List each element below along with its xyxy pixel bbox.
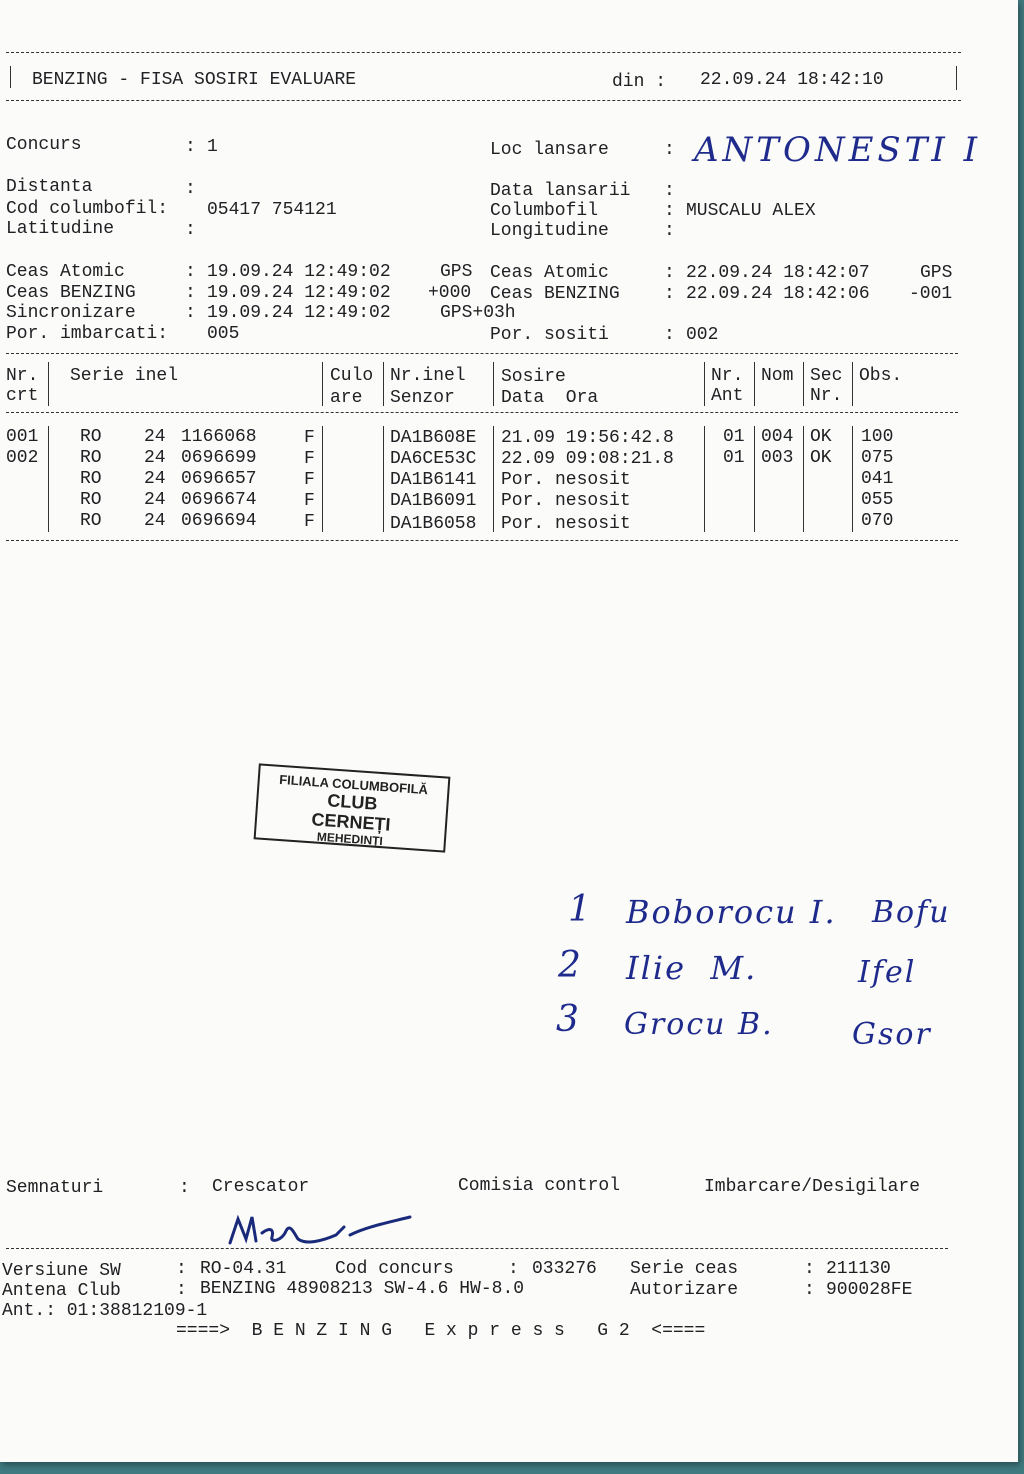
cell-nr: 001 — [6, 427, 39, 447]
stamp-line-2: CLUB — [326, 790, 379, 814]
imbarcare-label: Imbarcare/Desigilare — [704, 1177, 921, 1197]
th-nrinel-2: Senzor — [390, 388, 455, 408]
col-sep — [803, 426, 804, 532]
colon: : — [664, 325, 675, 345]
cell-ant: 01 — [723, 427, 745, 447]
stamp-line-3: CERNEȚI — [310, 809, 392, 835]
cell-senzor: DA6CE53C — [390, 449, 477, 469]
loc-lansare-label: Loc lansare — [490, 140, 609, 160]
antena-value: BENZING 48908213 SW-4.6 HW-8.0 — [200, 1279, 525, 1299]
cell-obs: 055 — [861, 490, 894, 510]
versiune-label: Versiune SW — [2, 1261, 121, 1281]
col-sep — [493, 362, 494, 406]
clock-right-1-label: Ceas BENZING — [490, 284, 620, 304]
cell-obs: 041 — [861, 469, 894, 489]
colon: : — [185, 220, 196, 240]
th-nr-2: crt — [6, 386, 39, 406]
cell-senzor: DA1B608E — [390, 428, 477, 448]
th-obs: Obs. — [859, 366, 903, 386]
concurs-label: Concurs — [6, 135, 82, 155]
table-bottom-rule — [6, 540, 958, 541]
table-header-rule — [6, 412, 958, 413]
cell-sosire: Por. nesosit — [501, 491, 631, 511]
clock-left-1-label: Ceas BENZING — [6, 283, 136, 303]
cell-sosire: 21.09 19:56:42.8 — [501, 428, 674, 448]
cell-obs: 070 — [861, 511, 894, 531]
hand-name-3: Grocu B. — [624, 1007, 774, 1042]
header-left-bar — [10, 66, 11, 88]
report-datetime: 22.09.24 18:42:10 — [700, 70, 884, 90]
hand-num-3: 3 — [556, 999, 581, 1040]
clock-left-2-value: 19.09.24 12:49:02 — [207, 303, 391, 323]
colon: : — [664, 140, 675, 160]
concurs-value: 1 — [207, 137, 218, 157]
cell-sosire: Por. nesosit — [501, 514, 631, 534]
cell-ring: 0696657 — [181, 469, 257, 489]
stamp-line-4: MEHEDINȚI — [316, 829, 384, 849]
th-sec-1: Sec — [810, 366, 843, 386]
cell-sosire: Por. nesosit — [501, 470, 631, 490]
table-top-rule — [6, 353, 958, 354]
hand-num-1: 1 — [568, 889, 593, 930]
col-sep — [493, 426, 494, 532]
columbofil-label: Columbofil — [490, 201, 599, 221]
cell-nom: 003 — [761, 448, 794, 468]
colon: : — [804, 1259, 815, 1279]
header-right-bar — [956, 66, 957, 90]
clock-left-0-suffix: GPS — [440, 262, 473, 282]
serie-ceas-value: 211130 — [826, 1259, 891, 1279]
clock-right-0-suffix: GPS — [920, 263, 953, 283]
cell-ring: 0696674 — [181, 490, 257, 510]
clock-right-1-value: 22.09.24 18:42:06 — [686, 284, 870, 304]
colon: : — [176, 1280, 187, 1300]
cell-ring: 0696699 — [181, 448, 257, 468]
th-culoare-2: are — [330, 388, 363, 408]
brand-line: ====> B E N Z I N G E x p r e s s G 2 <==== — [176, 1321, 706, 1341]
cell-senzor: DA1B6091 — [390, 491, 477, 511]
sositi-label: Por. sositi — [490, 325, 609, 345]
cell-sec: OK — [810, 448, 832, 468]
cell-country: RO — [80, 427, 102, 447]
report-title: BENZING - FISA SOSIRI EVALUARE — [32, 70, 357, 90]
colon: : — [185, 179, 196, 199]
cod-columbofil-label: Cod columbofil: — [6, 199, 169, 219]
col-sep — [322, 426, 323, 532]
ant-line: Ant.: 01:38812109-1 — [2, 1301, 208, 1321]
hand-sig-2: Ifel — [858, 955, 917, 990]
col-sep — [704, 426, 705, 532]
cell-sex: F — [304, 491, 315, 511]
hand-sig-3: Gsor — [852, 1017, 932, 1052]
cod-columbofil-value: 05417 754121 — [207, 200, 337, 220]
hand-num-2: 2 — [558, 945, 583, 986]
cell-sec: OK — [810, 427, 832, 447]
hand-sig-1: Bofu — [872, 895, 951, 930]
cell-obs: 075 — [861, 448, 894, 468]
cell-nom: 004 — [761, 427, 794, 447]
th-ant-1: Nr. — [711, 366, 744, 386]
th-serie: Serie inel — [70, 366, 179, 386]
longitudine-label: Longitudine — [490, 221, 609, 241]
cell-country: RO — [80, 469, 102, 489]
imbarcati-value: 005 — [207, 324, 240, 344]
clock-left-1-value: 19.09.24 12:49:02 — [207, 283, 391, 303]
footer-rule — [6, 1248, 948, 1249]
imbarcati-label: Por. imbarcati: — [6, 324, 169, 344]
autorizare-value: 900028FE — [826, 1280, 913, 1300]
clock-left-2-suffix: GPS+03h — [440, 303, 516, 323]
col-sep — [383, 426, 384, 532]
col-sep — [383, 362, 384, 406]
serie-ceas-label: Serie ceas — [630, 1259, 739, 1279]
header-bottom-rule — [6, 100, 961, 101]
colon: : — [664, 221, 675, 241]
th-nom: Nom — [761, 366, 794, 386]
col-sep — [803, 362, 804, 406]
th-ant-2: Ant — [711, 386, 744, 406]
autorizare-label: Autorizare — [630, 1280, 739, 1300]
clock-left-0-value: 19.09.24 12:49:02 — [207, 262, 391, 282]
col-sep — [704, 362, 705, 406]
col-sep — [322, 362, 323, 406]
clock-right-0-value: 22.09.24 18:42:07 — [686, 263, 870, 283]
cell-senzor: DA1B6141 — [390, 470, 477, 490]
colon: : — [185, 283, 196, 303]
columbofil-value: MUSCALU ALEX — [686, 201, 816, 221]
colon: : — [176, 1259, 187, 1279]
cell-nr: 002 — [6, 448, 39, 468]
cell-sex: F — [304, 449, 315, 469]
header-top-rule — [6, 52, 961, 53]
colon: : — [185, 262, 196, 282]
cell-year: 24 — [144, 511, 166, 531]
colon: : — [185, 137, 196, 157]
clock-left-0-label: Ceas Atomic — [6, 262, 125, 282]
cell-year: 24 — [144, 469, 166, 489]
din-label: din : — [612, 72, 667, 92]
col-sep — [48, 362, 49, 406]
th-sosire-1: Sosire — [501, 367, 566, 387]
versiune-value: RO-04.31 — [200, 1259, 287, 1279]
colon: : — [664, 181, 675, 201]
cell-country: RO — [80, 448, 102, 468]
cell-sex: F — [304, 428, 315, 448]
club-stamp — [254, 763, 451, 852]
cell-sex: F — [304, 470, 315, 490]
clock-left-1-suffix: +000 — [428, 283, 472, 303]
cod-concurs-value: 033276 — [532, 1259, 597, 1279]
cod-concurs-label: Cod concurs — [335, 1259, 454, 1279]
th-nr-1: Nr. — [6, 366, 39, 386]
colon: : — [664, 284, 675, 304]
cell-senzor: DA1B6058 — [390, 514, 477, 534]
crescator-label: Crescator — [212, 1177, 310, 1197]
sositi-value: 002 — [686, 325, 719, 345]
th-culoare-1: Culo — [330, 366, 374, 386]
colon: : — [664, 201, 675, 221]
antena-label: Antena Club — [2, 1281, 121, 1301]
cell-country: RO — [80, 490, 102, 510]
data-lansarii-label: Data lansarii — [490, 181, 631, 201]
cell-sosire: 22.09 09:08:21.8 — [501, 449, 674, 469]
colon: : — [185, 303, 196, 323]
cell-year: 24 — [144, 490, 166, 510]
hand-name-1: Boborocu I. — [626, 893, 837, 931]
distanta-label: Distanta — [6, 177, 93, 197]
cell-ring: 0696694 — [181, 511, 257, 531]
th-sec-2: Nr. — [810, 386, 843, 406]
th-sosire-2: Data Ora — [501, 388, 599, 408]
semnaturi-label: Semnaturi — [6, 1178, 104, 1198]
col-sep — [754, 426, 755, 532]
cell-ant: 01 — [723, 448, 745, 468]
cell-ring: 1166068 — [181, 427, 257, 447]
clock-right-0-label: Ceas Atomic — [490, 263, 609, 283]
loc-lansare-handwritten: ANTONESTI I — [694, 130, 982, 170]
th-nrinel-1: Nr.inel — [390, 366, 466, 386]
comisia-label: Comisia control — [458, 1176, 621, 1196]
cell-country: RO — [80, 511, 102, 531]
colon: : — [804, 1280, 815, 1300]
col-sep — [754, 362, 755, 406]
col-sep — [852, 362, 853, 406]
colon: : — [664, 263, 675, 283]
cell-obs: 100 — [861, 427, 894, 447]
cell-year: 24 — [144, 427, 166, 447]
latitudine-label: Latitudine — [6, 219, 115, 239]
colon: : — [508, 1259, 519, 1279]
colon: : — [179, 1178, 190, 1198]
cell-year: 24 — [144, 448, 166, 468]
hand-name-2: Ilie M. — [626, 949, 758, 987]
stamp-line-1: FILIALA COLUMBOFILĂ — [278, 771, 429, 798]
col-sep — [48, 426, 49, 532]
cell-sex: F — [304, 512, 315, 532]
clock-right-1-suffix: -001 — [909, 284, 953, 304]
col-sep — [852, 426, 853, 532]
clock-left-2-label: Sincronizare — [6, 303, 136, 323]
